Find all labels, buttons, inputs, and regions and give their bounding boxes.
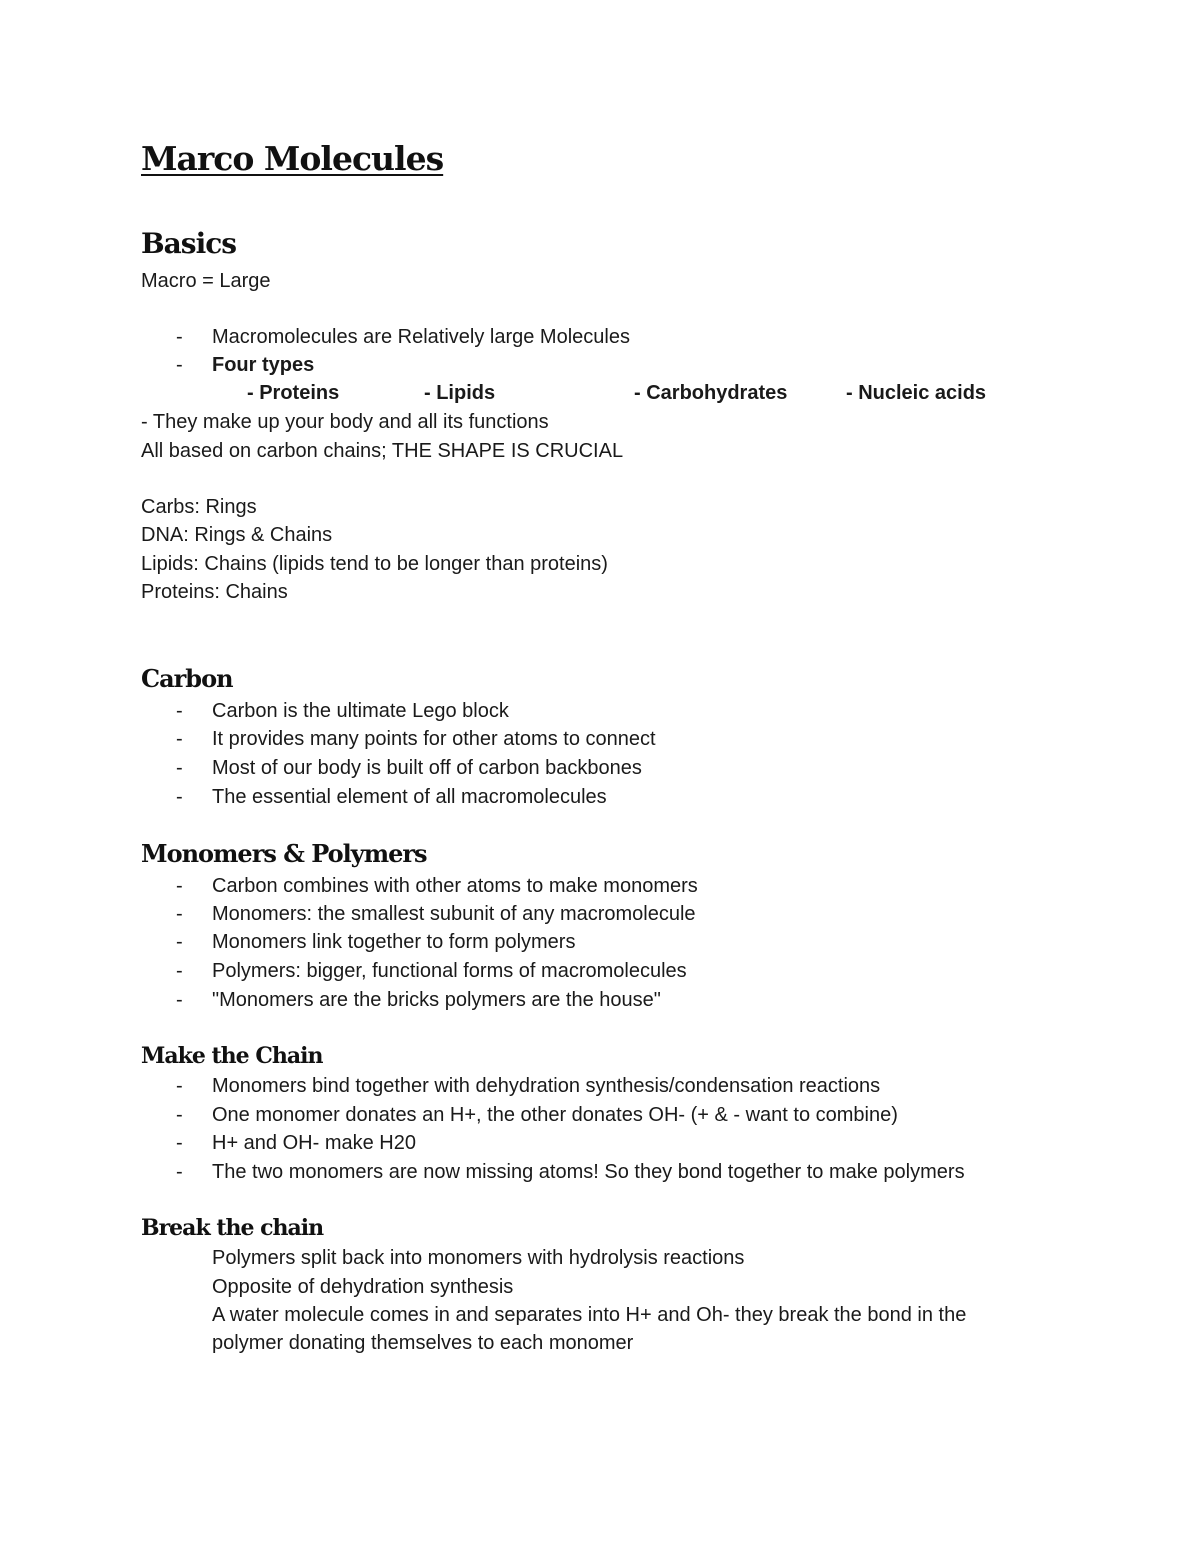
type-nucleic-acids: - Nucleic acids bbox=[846, 382, 987, 404]
bullet-marker: - bbox=[176, 903, 183, 925]
type-lipids: - Lipids bbox=[424, 382, 496, 404]
make-chain-bullet-4: The two monomers are now missing atoms! So they bond together to make polymers bbox=[212, 1161, 965, 1183]
break-chain-line-1: Polymers split back into monomers with hydrolysis reactions bbox=[212, 1247, 745, 1269]
bullet-marker: - bbox=[176, 1132, 183, 1154]
heading-make-the-chain: Make the Chain bbox=[141, 1043, 323, 1069]
heading-monomers-polymers: Monomers & Polymers bbox=[141, 839, 427, 868]
basics-functions-line: - They make up your body and all its functions bbox=[141, 411, 549, 433]
bullet-marker: - bbox=[176, 700, 183, 722]
bullet-marker: - bbox=[176, 1075, 183, 1097]
basics-intro: Macro = Large bbox=[141, 270, 271, 292]
bullet-marker: - bbox=[176, 989, 183, 1011]
bullet-marker: - bbox=[176, 786, 183, 808]
type-proteins: - Proteins bbox=[247, 382, 340, 404]
carbon-bullet-1: Carbon is the ultimate Lego block bbox=[212, 700, 509, 722]
make-chain-bullet-2: One monomer donates an H+, the other donates OH- (+ & - want to combine) bbox=[212, 1104, 898, 1126]
shape-proteins: Proteins: Chains bbox=[141, 581, 288, 603]
shape-lipids: Lipids: Chains (lipids tend to be longer than proteins) bbox=[141, 553, 608, 575]
basics-bullet-four-types: Four types bbox=[212, 354, 315, 376]
type-carbohydrates: - Carbohydrates bbox=[634, 382, 788, 404]
carbon-bullet-2: It provides many points for other atoms to connect bbox=[212, 728, 656, 750]
heading-carbon: Carbon bbox=[141, 664, 233, 693]
bullet-marker: - bbox=[176, 728, 183, 750]
bullet-marker: - bbox=[176, 326, 183, 348]
make-chain-bullet-3: H+ and OH- make H20 bbox=[212, 1132, 416, 1154]
bullet-marker: - bbox=[176, 354, 183, 376]
bullet-marker: - bbox=[176, 757, 183, 779]
monomers-bullet-1: Carbon combines with other atoms to make monomers bbox=[212, 875, 698, 897]
monomers-bullet-5: "Monomers are the bricks polymers are the house" bbox=[212, 989, 661, 1011]
heading-break-the-chain: Break the chain bbox=[141, 1215, 324, 1241]
heading-basics: Basics bbox=[141, 227, 237, 260]
bullet-marker: - bbox=[176, 931, 183, 953]
monomers-bullet-4: Polymers: bigger, functional forms of macromolecules bbox=[212, 960, 687, 982]
break-chain-line-4: polymer donating themselves to each monomer bbox=[212, 1332, 634, 1354]
basics-carbon-chains-line: All based on carbon chains; THE SHAPE IS CRUCIAL bbox=[141, 440, 624, 462]
shape-dna: DNA: Rings & Chains bbox=[141, 524, 333, 546]
make-chain-bullet-1: Monomers bind together with dehydration synthesis/condensation reactions bbox=[212, 1075, 881, 1097]
shape-carbs: Carbs: Rings bbox=[141, 496, 257, 518]
carbon-bullet-3: Most of our body is built off of carbon backbones bbox=[212, 757, 642, 779]
bullet-marker: - bbox=[176, 1161, 183, 1183]
monomers-bullet-3: Monomers link together to form polymers bbox=[212, 931, 576, 953]
break-chain-line-3: A water molecule comes in and separates into H+ and Oh- they break the bond in the bbox=[212, 1304, 967, 1326]
bullet-marker: - bbox=[176, 875, 183, 897]
bullet-marker: - bbox=[176, 960, 183, 982]
carbon-bullet-4: The essential element of all macromolecules bbox=[212, 786, 607, 808]
page-title: Marco Molecules bbox=[141, 139, 444, 178]
bullet-marker: - bbox=[176, 1104, 183, 1126]
break-chain-line-2: Opposite of dehydration synthesis bbox=[212, 1276, 514, 1298]
basics-bullet-1: Macromolecules are Relatively large Molecules bbox=[212, 326, 630, 348]
monomers-bullet-2: Monomers: the smallest subunit of any macromolecule bbox=[212, 903, 696, 925]
